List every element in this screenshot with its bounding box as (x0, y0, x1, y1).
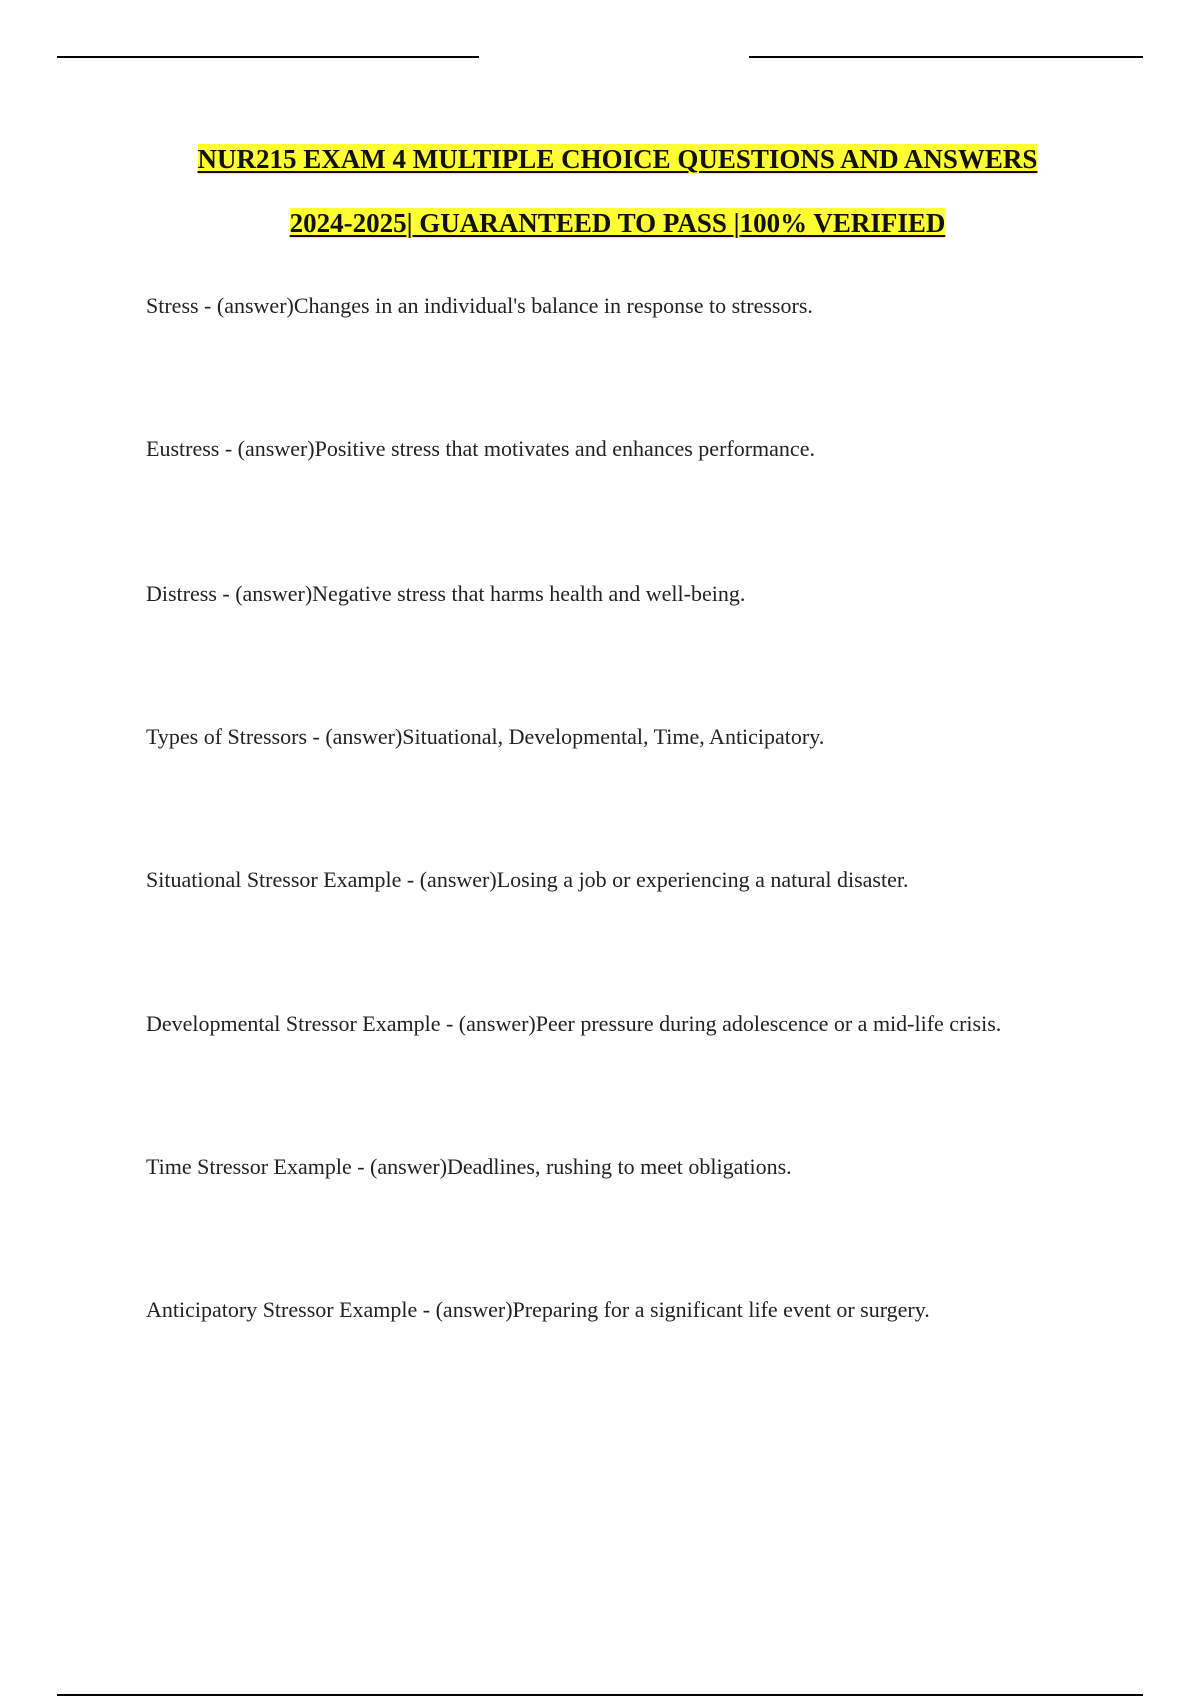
title-line-2 (0, 206, 1200, 240)
header-rule-right (749, 56, 1143, 58)
qa-item-stress: Stress - (answer)Changes in an individual's balance in response to stressors. (146, 293, 813, 318)
title-line-1 (0, 142, 1200, 176)
qa-item-developmental-stressor: Developmental Stressor Example - (answer)Peer pressure during adolescence or a mid-life crisis. (146, 1011, 1002, 1036)
qa-item-time-stressor: Time Stressor Example - (answer)Deadlines, rushing to meet obligations. (146, 1154, 792, 1179)
header-rule-left (57, 56, 479, 58)
footer-rule (57, 1694, 1143, 1696)
qa-item-distress: Distress - (answer)Negative stress that harms health and well-being. (146, 581, 746, 606)
title-line-1-text: NUR215 EXAM 4 MULTIPLE CHOICE QUESTIONS AND ANSWERS (197, 144, 1038, 174)
qa-item-eustress: Eustress - (answer)Positive stress that motivates and enhances performance. (146, 436, 815, 461)
document-title (0, 142, 1200, 240)
qa-item-anticipatory-stressor: Anticipatory Stressor Example - (answer)Preparing for a significant life event or surgery. (146, 1297, 930, 1322)
qa-item-situational-stressor: Situational Stressor Example - (answer)Losing a job or experiencing a natural disaster. (146, 867, 909, 892)
qa-item-types-of-stressors: Types of Stressors - (answer)Situational, Developmental, Time, Anticipatory. (146, 724, 825, 749)
title-line-2-text: 2024-2025| GUARANTEED TO PASS |100% VERIFIED (289, 208, 946, 238)
